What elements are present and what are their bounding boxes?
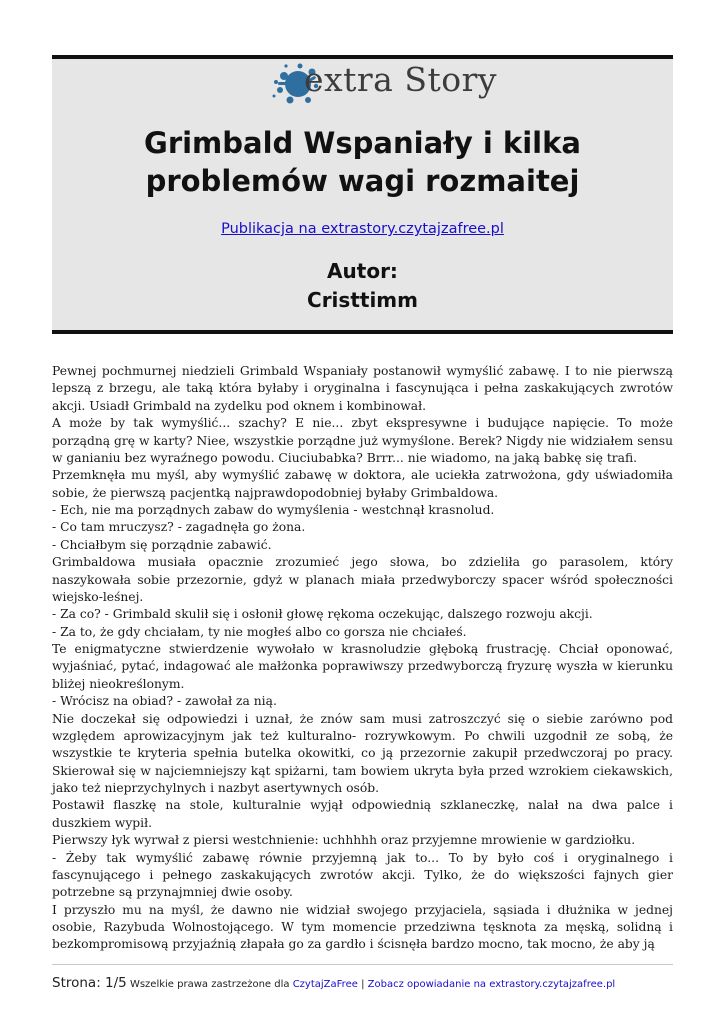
site-link[interactable]: CzytajZaFree	[292, 979, 358, 990]
footer-divider	[52, 964, 673, 965]
story-paragraph: - Za to, że gdy chciałam, ty nie mogłeś albo co gorsza nie chciałeś.	[52, 624, 467, 639]
story-paragraph: - Żeby tak wymyślić zabawę równie przyjemną jak to... To by było coś i oryginalnego i fascynującego i pełnego zaskakujących zwrotów akcji. Tylko, że do większości fajnych gier potrzebne są przynajmniej dwie osoby.	[52, 850, 673, 900]
story-paragraph: - Chciałbym się porządnie zabawić.	[52, 537, 272, 552]
story-paragraph: A może by tak wymyślić... szachy? E nie... zbyt ekspresywne i budujące napięcie. To może porządną grę w karty? Niee, wszystkie porządne już wymyślone. Berek? Nigdy nie widziałem sensu w ganianiu bez wyraźnego powodu. Ciuciubabka? Brrr... nie wiadomo, na jaką babkę się trafi.	[52, 416, 673, 465]
story-paragraph: - Ech, nie ma porządnych zabaw do wymyślenia - westchnął krasnolud.	[52, 503, 495, 517]
story-text	[52, 363, 673, 954]
story-paragraph: Postawił flaszkę na stole, kulturalnie wyjął odpowiednią szklaneczkę, nalał na dwa palce i duszkiem wypił.	[52, 798, 673, 830]
title-line-2: problemów wagi rozmaitej	[145, 164, 580, 198]
story-paragraph: I przyszło mu na myśl, że dawno nie widział swojego przyjaciela, sąsiada i dłużnika w jednej osobie, Razybuda Wolnostojącego. W tym momencie przedziwna tęsknota za męską, solidną i bezkompromisową przyjaźnią złapała go za gardło i ścisnęła bardzo mocno, tak mocno, że aby ją	[52, 902, 673, 952]
page-footer	[52, 975, 692, 991]
story-paragraph: - Za co? - Grimbald skulił się i osłonił głowę rękoma oczekując, dalszego rozwoju akcji.	[52, 607, 593, 622]
publication-link[interactable]: Publikacja na extrastory.czytajzafree.pl	[221, 221, 504, 237]
story-paragraph: Grimbaldowa musiała opacznie zrozumieć jego słowa, bo zdzieliła go parasolem, który naszykowała sobie przezornie, gdyż w planach miała przedwyborczy spacer wśród społeczności wiejsko-leśnej.	[52, 555, 673, 604]
author-name: Cristtimm	[307, 288, 418, 312]
story-paragraph: Pewnej pochmurnej niedzieli Grimbald Wspaniały postanowił wymyślić zabawę. I to nie pierwszą lepszą z brzegu, ale taką która byłaby i oryginalna i fascynująca i pełna zaskakujących zwrotów akcji. Usiadł Grimbald na zydelku pod oknem i kombinował.	[52, 364, 673, 413]
story-paragraph: Przemknęła mu myśl, aby wymyślić zabawę w doktora, ale uciekła zatrwożona, gdy uświadomiła sobie, że pierwszą pacjentką najprawdopodobniej byłaby Grimbaldowa.	[52, 468, 673, 500]
story-paragraph: Te enigmatyczne stwierdzenie wywołało w krasnoludzie głęboką frustrację. Chciał oponować, wyjaśniać, pytać, indagować ale małżonka poprawiwszy przedwyborczą fryzurę wyszła w kierunku bliżej nieokreślonym.	[52, 642, 673, 691]
page-number: Strona: 1/5	[52, 975, 127, 991]
rights-text: Wszelkie prawa zastrzeżone dla	[126, 979, 293, 990]
extra-story-logo	[270, 60, 497, 110]
page-title	[52, 124, 673, 200]
author-label: Autor:	[327, 259, 398, 283]
logo-text: extra Story	[304, 60, 497, 99]
story-paragraph: - Co tam mruczysz? - zagadnęła go żona.	[52, 520, 306, 535]
footer-separator: |	[357, 979, 368, 990]
story-paragraph: Nie doczekał się odpowiedzi i uznał, że znów sam musi zatroszczyć się o siebie zarówno pod względem aprowizacyjnym jak też kulturalno- rozrywkowym. Po chwili uzgodnił ze sobą, że wszystkie te kryteria spełnia butelka okowitki, co ją przezornie zakupił przedwczoraj po pracy. Skierował się w najciemniejszy kąt spiżarni, tam bowiem ukryta była przed wzrokiem ciekawskich, jako też nieprzychylnych i nazbyt asertywnych osób.	[52, 711, 673, 795]
story-paragraph: Pierwszy łyk wyrwał z piersi westchnienie: uchhhhh oraz przyjemne mrowienie w gardziołku.	[52, 833, 636, 848]
title-line-1: Grimbald Wspaniały i kilka	[144, 126, 581, 160]
story-paragraph: - Wrócisz na obiad? - zawołał za nią.	[52, 694, 277, 709]
story-link[interactable]: Zobacz opowiadanie na extrastory.czytajzafree.pl	[367, 979, 616, 990]
